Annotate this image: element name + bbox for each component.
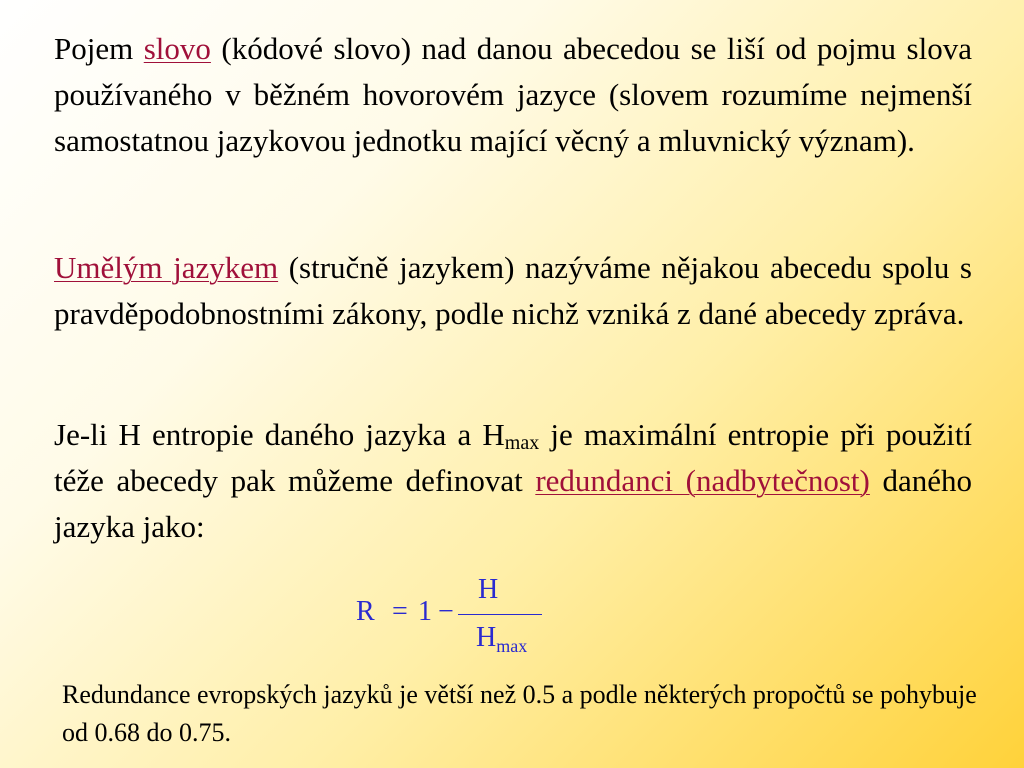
- paragraph-definition-slovo: [54, 26, 972, 164]
- formula-denominator-h: H: [476, 622, 497, 653]
- p1-text-1: Pojem: [54, 31, 144, 66]
- redundancy-formula: [352, 574, 552, 670]
- p3-text-2: je maximální entropie při použití téže abecedy pak můžeme definovat: [54, 417, 972, 498]
- term-redundance: redundanci (nadbytečnost): [535, 463, 870, 498]
- p3-subscript-max: max: [504, 432, 540, 454]
- formula-equals: =: [392, 596, 408, 627]
- formula-fraction-bar: [458, 614, 542, 615]
- paragraph-definition-jazyk: [54, 245, 972, 337]
- formula-denominator: [476, 622, 527, 654]
- term-umely-jazyk: Umělým jazykem: [54, 250, 279, 285]
- p2-text-1: (stručně jazykem) nazýváme nějakou abecedu spolu s pravděpodobnostními zákony, podle nichž vzniká z dané abecedy zpráva.: [54, 250, 972, 331]
- formula-lhs: R: [356, 596, 375, 627]
- formula-denominator-sub: max: [496, 636, 528, 656]
- formula-minus: −: [438, 596, 454, 627]
- redundancy-note: Redundance evropských jazyků je větší než 0.5 a podle některých propočtů se pohybuje od 0.68 do 0.75.: [62, 680, 977, 747]
- p3-text-1: Je-li H entropie daného jazyka a H: [54, 417, 505, 452]
- formula-numerator: H: [478, 574, 499, 605]
- p3-text-3: daného jazyka jako:: [54, 463, 972, 544]
- p1-text-2: (kódové slovo) nad danou abecedou se liší od pojmu slova používaného v běžném hovorovém jazyce (slovem rozumíme nejmenší samostatnou jazykovou jednotku mající věcný a mluvnický význam).: [54, 31, 972, 158]
- term-slovo: slovo: [143, 31, 211, 66]
- formula-one: 1: [418, 596, 432, 627]
- paragraph-definition-redundance: [54, 412, 972, 550]
